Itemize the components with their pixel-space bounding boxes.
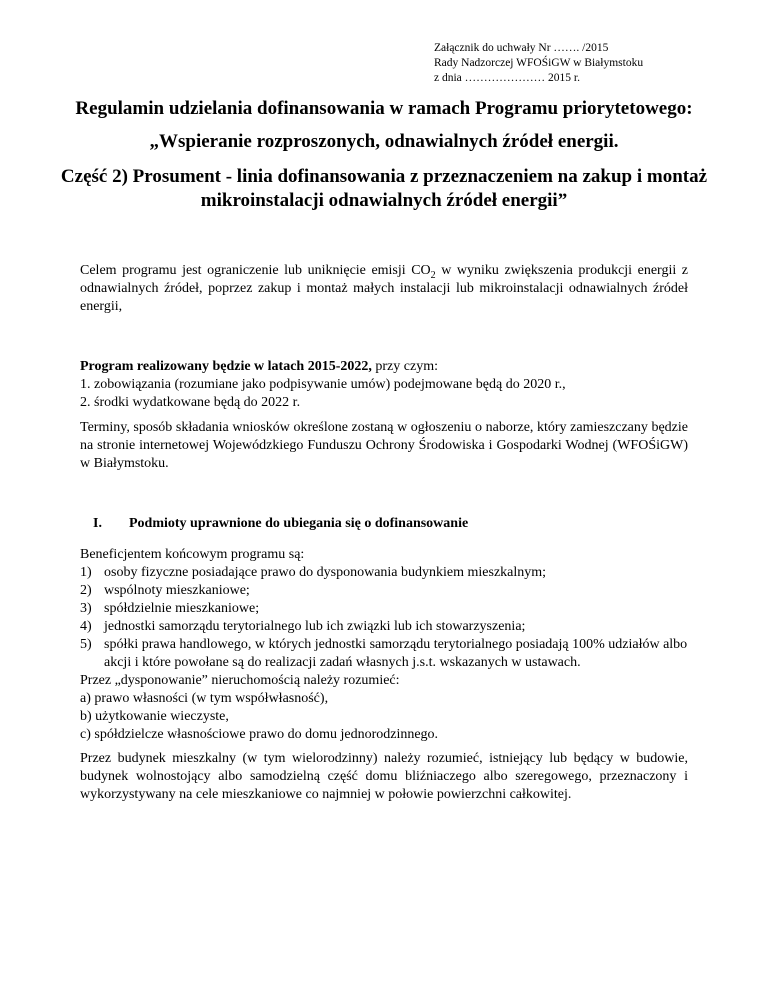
program-period-line — [80, 358, 688, 376]
list-item — [80, 582, 688, 600]
program-period — [80, 358, 688, 412]
list-item — [80, 564, 688, 582]
section-heading-1 — [93, 515, 468, 533]
list-number: 2) — [80, 583, 92, 598]
section-number: I. — [93, 516, 102, 531]
dysponowanie-intro: Przez „dysponowanie” nieruchomością należy rozumieć: — [80, 673, 400, 688]
title-part: Część 2) Prosument - linia dofinansowania z przeznaczeniem na zakup i montaż mikroinstalacji odnawialnych źródeł energii” — [60, 166, 708, 211]
list-text: osoby fizyczne posiadające prawo do dysponowania budynkiem mieszkalnym; — [104, 565, 547, 580]
dysponowanie-item-a: a) prawo własności (w tym współwłasność), — [80, 691, 329, 706]
title-main: Regulamin udzielania dofinansowania w ramach Programu priorytetowego: — [75, 98, 693, 119]
list-number: 1) — [80, 565, 92, 580]
beneficiaries-section — [80, 546, 688, 744]
intro-text-after: w wyniku zwiększenia produkcji energii z odnawialnych źródeł, poprzez zakup i montaż małych instalacji lub mikroinstalacji odnawialnych źródeł energii, — [80, 263, 688, 314]
beneficiaries-intro: Beneficjentem końcowym programu są: — [80, 547, 305, 562]
program-item-1: 1. zobowiązania (rozumiane jako podpisywanie umów) podejmowane będą do 2020 r., — [80, 377, 566, 392]
dysponowanie-item-c: c) spółdzielcze własnościowe prawo do domu jednorodzinnego. — [80, 727, 439, 742]
section-title: Podmioty uprawnione do ubiegania się o dofinansowanie — [129, 516, 469, 531]
list-text: spółki prawa handlowego, w których jednostki samorządu terytorialnego posiadają 100% udziałów albo akcji i które powołane są do realizacji zadań własnych j.s.t. wskazanych w ustawach. — [104, 637, 688, 670]
list-text: wspólnoty mieszkaniowe; — [104, 583, 250, 598]
title-program-name: „Wspieranie rozproszonych, odnawialnych źródeł energii. — [149, 131, 619, 152]
list-item — [80, 600, 688, 618]
annex-line-3: z dnia ………………… 2015 r. — [434, 72, 580, 84]
intro-text-before: Celem programu jest ograniczenie lub uniknięcie emisji CO — [80, 263, 431, 278]
annex-note — [434, 41, 643, 86]
co2-subscript: 2 — [430, 269, 436, 281]
annex-line-1: Załącznik do uchwały Nr ……. /2015 — [434, 42, 609, 54]
list-text: jednostki samorządu terytorialnego lub ich związki lub ich stowarzyszenia; — [104, 619, 526, 634]
program-period-bold: Program realizowany będzie w latach 2015-2022, — [80, 359, 372, 374]
budynek-definition: Przez budynek mieszkalny (w tym wielorodzinny) należy rozumieć, istniejący lub będący w budowie, budynek wolnostojący albo samodzielną część domu bliźniaczego albo szeregowego, przeznaczony i wykorzystywany na cele mieszkaniowe co najmniej w połowie powierzchni całkowitej. — [80, 751, 688, 802]
terms-paragraph: Terminy, sposób składania wniosków określone zostaną w ogłoszeniu o naborze, który zamieszczany będzie na stronie internetowej Wojewódzkiego Funduszu Ochrony Środowiska i Gospodarki Wodnej (WFOŚiGW) w Białymstoku. — [80, 420, 688, 471]
intro-paragraph — [80, 262, 688, 316]
dysponowanie-item-b: b) użytkowanie wieczyste, — [80, 709, 229, 724]
list-text: spółdzielnie mieszkaniowe; — [104, 601, 260, 616]
list-number: 5) — [80, 637, 92, 652]
document-title — [60, 97, 708, 213]
list-number: 3) — [80, 601, 92, 616]
annex-line-2: Rady Nadzorczej WFOŚiGW w Białymstoku — [434, 57, 644, 69]
list-item — [80, 618, 688, 636]
list-number: 4) — [80, 619, 92, 634]
list-item — [80, 636, 688, 672]
program-period-rest: przy czym: — [371, 359, 438, 374]
program-item-2: 2. środki wydatkowane będą do 2022 r. — [80, 395, 301, 410]
